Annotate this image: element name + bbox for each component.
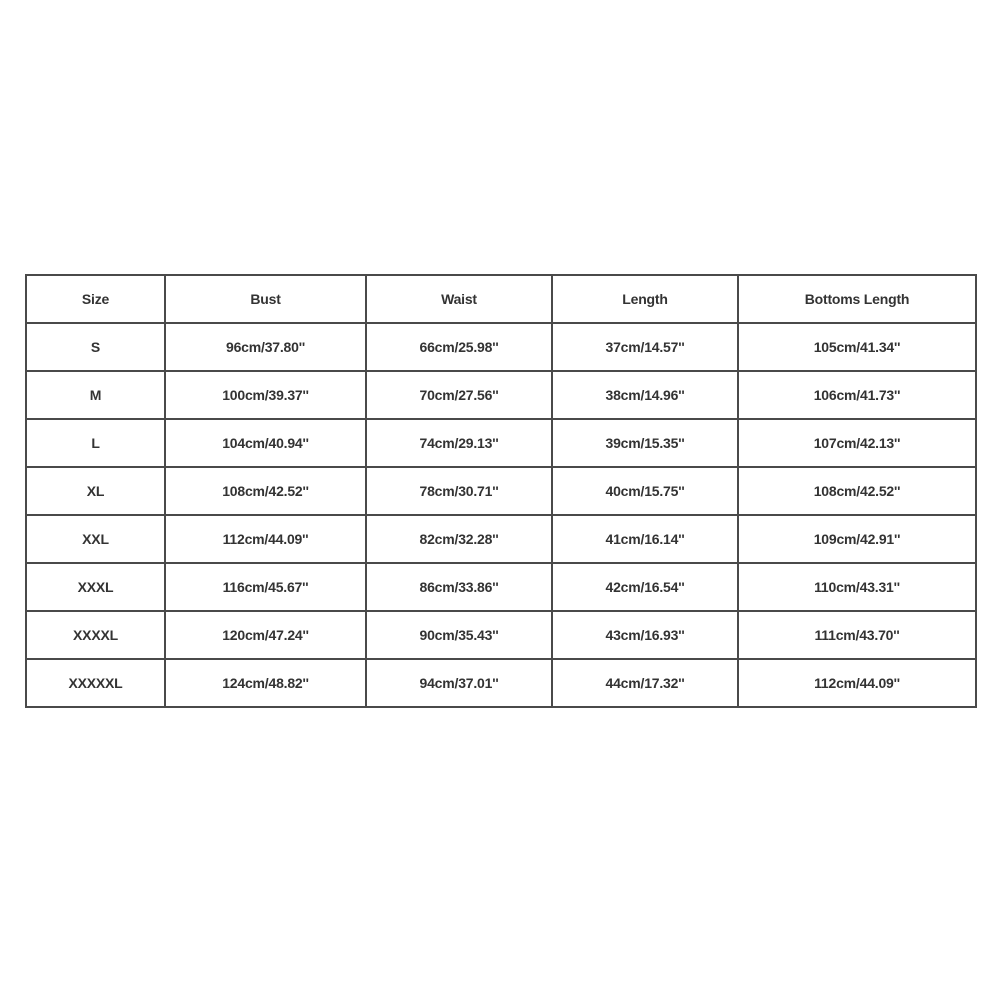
bottoms-length-cell: 111cm/43.70''	[738, 611, 976, 659]
bust-cell: 100cm/39.37''	[165, 371, 366, 419]
size-cell: XXXL	[26, 563, 165, 611]
bust-cell: 116cm/45.67''	[165, 563, 366, 611]
waist-cell: 86cm/33.86''	[366, 563, 552, 611]
size-cell: S	[26, 323, 165, 371]
bust-cell: 112cm/44.09''	[165, 515, 366, 563]
bottoms-length-cell: 112cm/44.09''	[738, 659, 976, 707]
size-cell: XXXXXL	[26, 659, 165, 707]
waist-cell: 70cm/27.56''	[366, 371, 552, 419]
header-bottoms-length: Bottoms Length	[738, 275, 976, 323]
bust-cell: 96cm/37.80''	[165, 323, 366, 371]
waist-cell: 74cm/29.13''	[366, 419, 552, 467]
table-row	[26, 323, 976, 371]
table-row	[26, 371, 976, 419]
length-cell: 43cm/16.93''	[552, 611, 738, 659]
header-row	[26, 275, 976, 323]
table-row	[26, 467, 976, 515]
size-cell: XL	[26, 467, 165, 515]
size-cell: XXL	[26, 515, 165, 563]
length-cell: 40cm/15.75''	[552, 467, 738, 515]
bust-cell: 104cm/40.94''	[165, 419, 366, 467]
bust-cell: 108cm/42.52''	[165, 467, 366, 515]
header-waist: Waist	[366, 275, 552, 323]
bottoms-length-cell: 109cm/42.91''	[738, 515, 976, 563]
table-row	[26, 563, 976, 611]
table-row	[26, 419, 976, 467]
size-chart-table	[25, 274, 977, 708]
bust-cell: 120cm/47.24''	[165, 611, 366, 659]
length-cell: 41cm/16.14''	[552, 515, 738, 563]
length-cell: 42cm/16.54''	[552, 563, 738, 611]
waist-cell: 66cm/25.98''	[366, 323, 552, 371]
header-length: Length	[552, 275, 738, 323]
size-cell: XXXXL	[26, 611, 165, 659]
table-row	[26, 659, 976, 707]
length-cell: 39cm/15.35''	[552, 419, 738, 467]
bottoms-length-cell: 110cm/43.31''	[738, 563, 976, 611]
table-row	[26, 611, 976, 659]
bottoms-length-cell: 107cm/42.13''	[738, 419, 976, 467]
length-cell: 38cm/14.96''	[552, 371, 738, 419]
length-cell: 37cm/14.57''	[552, 323, 738, 371]
waist-cell: 78cm/30.71''	[366, 467, 552, 515]
size-cell: L	[26, 419, 165, 467]
header-size: Size	[26, 275, 165, 323]
bottoms-length-cell: 105cm/41.34''	[738, 323, 976, 371]
size-cell: M	[26, 371, 165, 419]
waist-cell: 94cm/37.01''	[366, 659, 552, 707]
bottoms-length-cell: 106cm/41.73''	[738, 371, 976, 419]
waist-cell: 90cm/35.43''	[366, 611, 552, 659]
length-cell: 44cm/17.32''	[552, 659, 738, 707]
table-row	[26, 515, 976, 563]
header-bust: Bust	[165, 275, 366, 323]
bust-cell: 124cm/48.82''	[165, 659, 366, 707]
bottoms-length-cell: 108cm/42.52''	[738, 467, 976, 515]
waist-cell: 82cm/32.28''	[366, 515, 552, 563]
